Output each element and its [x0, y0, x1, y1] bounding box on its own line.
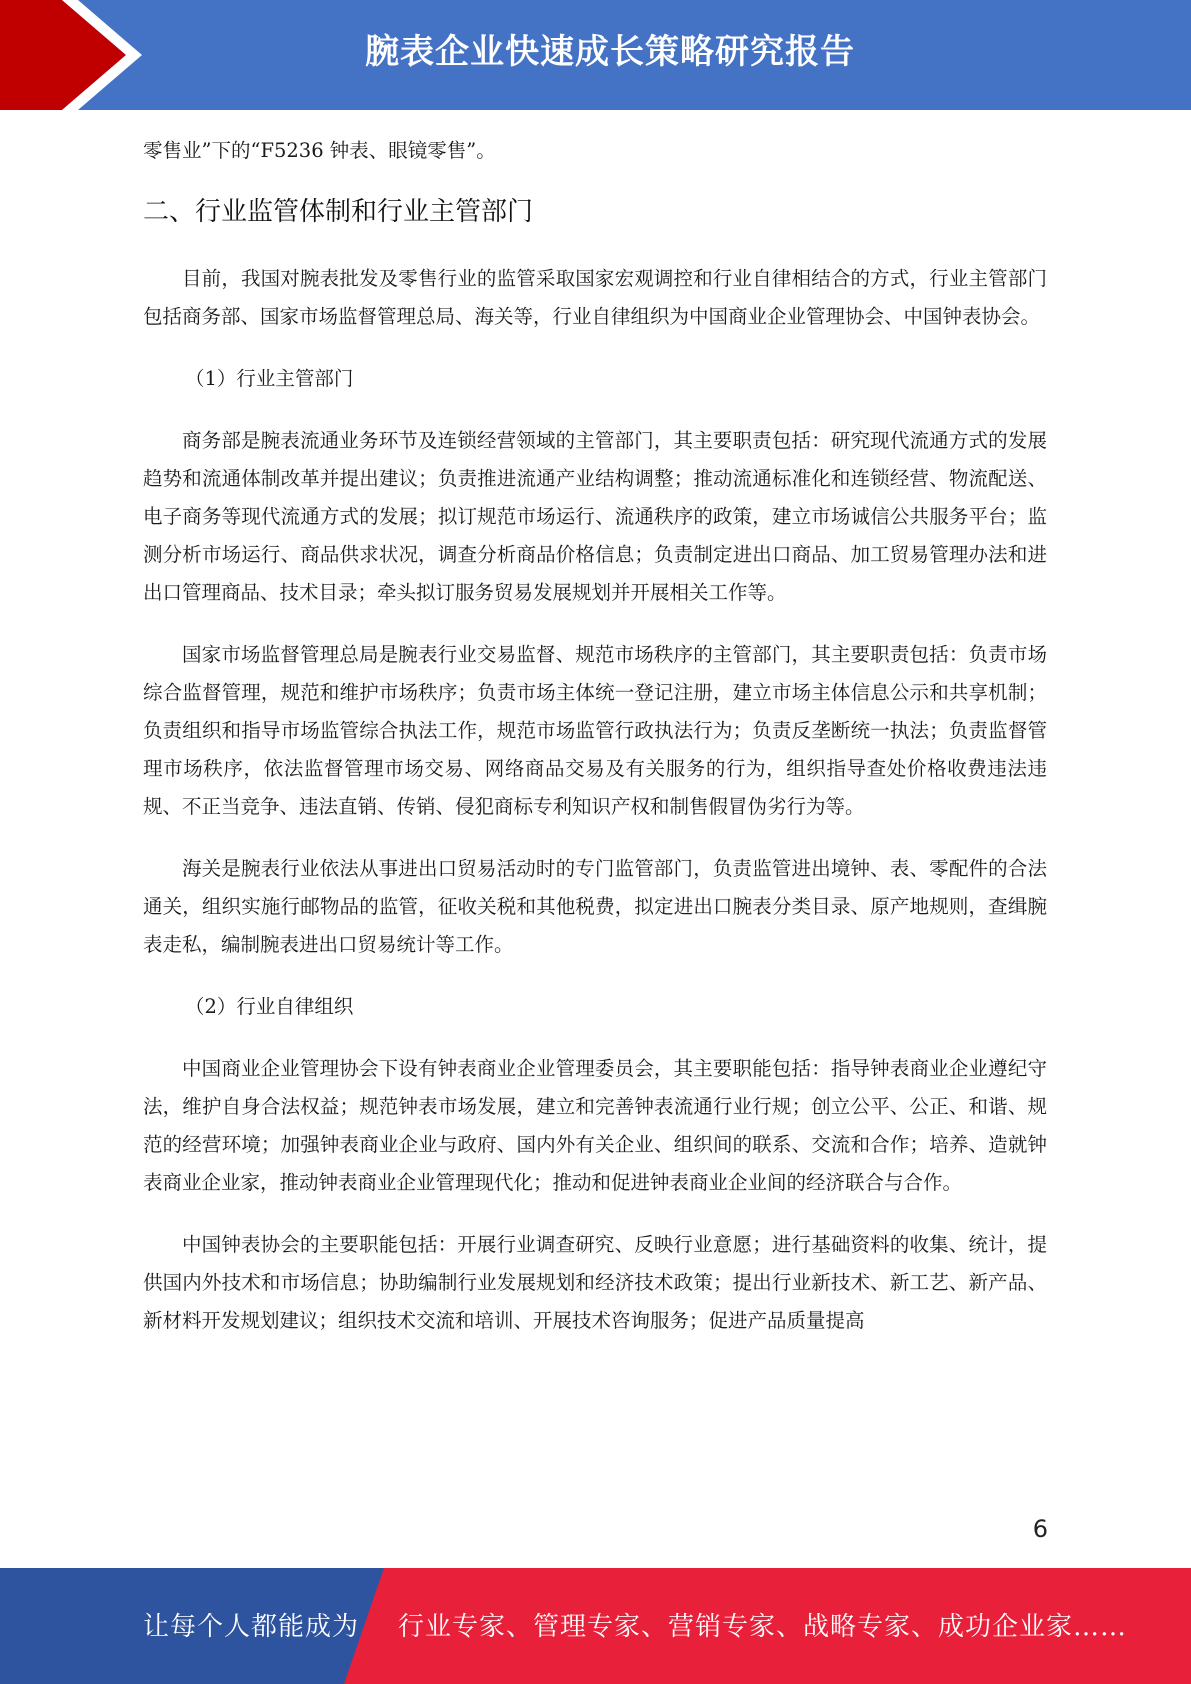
footer-slogan-left: 让每个人都能成为: [143, 1612, 360, 1642]
paragraph-intro: 目前，我国对腕表批发及零售行业的监管采取国家宏观调控和行业自律相结合的方式，行业主管部门包括商务部、国家市场监督管理总局、海关等，行业自律组织为中国商业企业管理协会、中国钟表协会。: [143, 267, 1047, 328]
paragraph-mofcom: 商务部是腕表流通业务环节及连锁经营领域的主管部门，其主要职责包括：研究现代流通方式的发展趋势和流通体制改革并提出建议；负责推进流通产业结构调整；推动流通标准化和连锁经营、物流配送、电子商务等现代流通方式的发展；拟订规范市场运行、流通秩序的政策，建立市场诚信公共服务平台；监测分析市场运行、商品供求状况，调查分析商品价格信息；负责制定进出口商品、加工贸易管理办法和进出口管理商品、技术目录；牵头拟订服务贸易发展规划并开展相关工作等。: [143, 429, 1047, 604]
subheading-authorities: （1）行业主管部门: [185, 367, 354, 390]
footer-slogan-right: 行业专家、管理专家、营销专家、战略专家、成功企业家……: [398, 1612, 1128, 1642]
footer-banner: [0, 1568, 1191, 1684]
chevron-arrow-icon: [0, 0, 160, 110]
subheading-self-regulation: （2）行业自律组织: [185, 995, 354, 1018]
report-title: 腕表企业快速成长策略研究报告: [365, 32, 855, 72]
header-banner: [0, 0, 1191, 110]
section-heading: 二、行业监管体制和行业主管部门: [143, 197, 534, 227]
page-number: 6: [1032, 1515, 1048, 1543]
paragraph-samr: 国家市场监督管理总局是腕表行业交易监督、规范市场秩序的主管部门，其主要职责包括：负责市场综合监督管理，规范和维护市场秩序；负责市场主体统一登记注册，建立市场主体信息公示和共享机制；负责组织和指导市场监管综合执法工作，规范市场监管行政执法行为；负责反垄断统一执法；负责监督管理市场秩序，依法监督管理市场交易、网络商品交易及有关服务的行为，组织指导查处价格收费违法违规、不正当竞争、违法直销、传销、侵犯商标专利知识产权和制售假冒伪劣行为等。: [143, 643, 1047, 818]
page-body: [143, 132, 1047, 1340]
lead-line: 零售业”下的“F5236 钟表、眼镜零售”。: [143, 139, 496, 162]
paragraph-chha: 中国钟表协会的主要职能包括：开展行业调查研究、反映行业意愿；进行基础资料的收集、统计，提供国内外技术和市场信息；协助编制行业发展规划和经济技术政策；提出行业新技术、新工艺、新产品、新材料开发规划建议；组织技术交流和培训、开展技术咨询服务；促进产品质量提高: [143, 1233, 1047, 1332]
paragraph-customs: 海关是腕表行业依法从事进出口贸易活动时的专门监管部门，负责监管进出境钟、表、零配件的合法通关，组织实施行邮物品的监管，征收关税和其他税费，拟定进出口腕表分类目录、原产地规则，查缉腕表走私，编制腕表进出口贸易统计等工作。: [143, 857, 1047, 956]
paragraph-cbma: 中国商业企业管理协会下设有钟表商业企业管理委员会，其主要职能包括：指导钟表商业企业遵纪守法，维护自身合法权益；规范钟表市场发展，建立和完善钟表流通行业行规；创立公平、公正、和谐、规范的经营环境；加强钟表商业企业与政府、国内外有关企业、组织间的联系、交流和合作；培养、造就钟表商业企业家，推动钟表商业企业管理现代化；推动和促进钟表商业企业间的经济联合与合作。: [143, 1057, 1047, 1194]
